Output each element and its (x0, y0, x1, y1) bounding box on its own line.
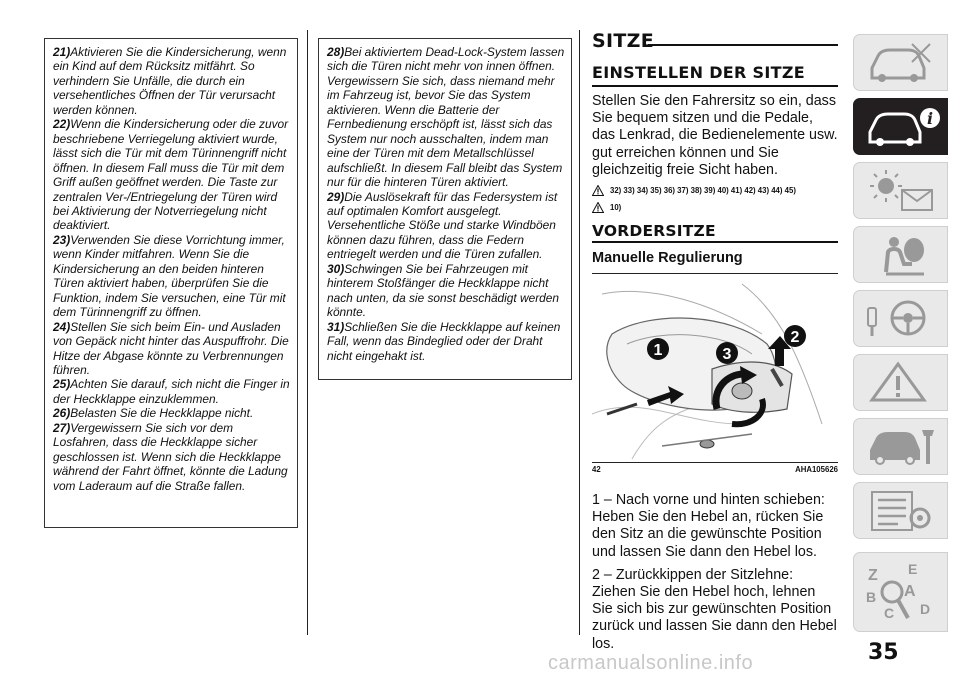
svg-text:D: D (920, 601, 931, 617)
note-number: 29) (327, 189, 345, 204)
note-text: Schwingen Sie bei Fahrzeugen mit hinterem Stoßfänger die Heckklappe nicht nach unten, da sie sonst beschädigt werden könnte. (327, 261, 560, 320)
car-info-icon (864, 104, 944, 150)
seat-adjustment-figure (592, 273, 838, 463)
svg-text:E: E (908, 561, 918, 577)
note-text: Schließen Sie die Heckklappe auf keinen Fall, wenn das Bindeglied oder der Draht nicht eingehakt ist. (327, 319, 561, 363)
note-number: 24) (53, 319, 71, 334)
figure-code: AHA105626 (795, 465, 838, 475)
svg-text:3: 3 (722, 346, 732, 364)
caution-references (592, 202, 838, 213)
note-number: 31) (327, 319, 345, 334)
warning-note (53, 320, 291, 378)
section-title: EINSTELLEN DER SITZE (592, 62, 838, 87)
note-text: Verwenden Sie diese Vorrichtung immer, wenn Kinder mitfahren. Wenn Sie die Kindersicherung an den beiden hinteren Türen aktiviert haben, überprüfen Sie die Funktion, indem Sie versuchen, eine Tür mit dem Türinnengriff zu öffnen. (53, 232, 286, 320)
note-text: Aktivieren Sie die Kindersicherung, wenn ein Kind auf dem Rücksitz mitfährt. So verhindern Sie Unfälle, die durch ein versehentliches Öffnen der Tür verursacht werden können. (53, 45, 287, 117)
caution-reference-list: 10) (610, 203, 622, 213)
note-text: Die Auslösekraft für das Federsystem ist auf optimalen Komfort ausgelegt. Versehentliche Stöße und starke Windböen können dazu führen, dass die Federn entriegelt werden und die Türen zufallen. (327, 189, 558, 262)
warning-notes-list (53, 45, 291, 493)
note-text: Stellen Sie sich beim Ein- und Ausladen von Gepäck nicht hinter das Auspuffrohr. Die Hitze der Abgase könnte zu Verbrennungen führen. (53, 319, 289, 377)
column-divider (307, 30, 308, 635)
svg-text:A: A (904, 583, 916, 600)
figure-caption (592, 465, 838, 474)
alphabet-index-icon (864, 558, 944, 628)
note-number: 21) (53, 45, 71, 59)
caution-triangle-icon (592, 202, 604, 213)
car-maintenance-icon (864, 424, 944, 470)
svg-text:2: 2 (790, 329, 800, 347)
note-number: 30) (327, 261, 345, 276)
note-text: Belasten Sie die Heckklappe nicht. (70, 406, 254, 421)
callout-1 (647, 338, 669, 360)
note-number: 28) (327, 45, 345, 59)
column-divider (579, 30, 580, 635)
svg-text:Z: Z (868, 567, 878, 584)
warning-note (327, 190, 565, 262)
svg-text:C: C (884, 605, 895, 621)
svg-text:i: i (926, 109, 934, 128)
emergency-warning-icon (864, 360, 944, 406)
page-number: 35 (868, 640, 899, 665)
warning-lights-tab[interactable] (853, 162, 948, 219)
car-dashboard-tab[interactable] (853, 34, 948, 91)
warning-references (592, 185, 838, 196)
note-text: Achten Sie darauf, sich nicht die Finger in der Heckklappe einzuklemmen. (53, 377, 290, 406)
warning-note (53, 117, 291, 233)
safety-airbag-icon (864, 232, 944, 278)
warning-reference-list: 32) 33) 34) 35) 36) 37) 38) 39) 40) 41) 42) 43) 44) 45) (610, 186, 796, 196)
car-dashboard-icon (864, 40, 944, 86)
warning-note (53, 45, 291, 117)
warning-box-notes-21-27 (44, 38, 298, 528)
maintenance-tab[interactable] (853, 418, 948, 475)
warning-notes-list (327, 45, 565, 363)
warning-note (53, 233, 291, 320)
seat-illustration (592, 274, 838, 461)
car-info-tab[interactable] (853, 98, 948, 155)
note-number: 26) (53, 406, 71, 421)
note-number: 23) (53, 232, 71, 247)
instruction-2: 2 – Zurückkippen der Sitzlehne: Ziehen Sie den Hebel hoch, lehnen Sie sich bis zur gewünschten Position zurück und lassen Sie dann den Hebel los. (592, 566, 837, 652)
svg-text:1: 1 (653, 342, 663, 360)
warning-note (327, 262, 565, 320)
note-text: Wenn die Kindersicherung oder die zuvor beschriebene Verriegelung aktiviert wurde, lässt sich die Tür mit dem Türinnengriff nicht öffnen. In diesem Fall muss die Tür mit dem Griff außen geöffnet werden. Die Taste zur zentralen Ver-/Entriegelung der Türen wird bei Aktivierung der Notverriegelung nicht deaktiviert. (53, 117, 289, 233)
instruction-1: 1 – Nach vorne und hinten schieben: Heben Sie den Hebel an, rücken Sie den Sitz an die gewünschte Position und lassen Sie dann den Hebel los. (592, 492, 825, 560)
seats-section (592, 30, 838, 653)
subsubsection-title: Manuelle Regulierung (592, 250, 743, 267)
steering-wheel-icon (864, 296, 944, 342)
note-number: 27) (53, 420, 71, 435)
figure-number: 42 (592, 465, 601, 475)
emergency-tab[interactable] (853, 354, 948, 411)
svg-text:B: B (866, 589, 877, 605)
warning-box-notes-28-31 (318, 38, 572, 380)
warning-note (327, 45, 565, 190)
warning-note (53, 406, 291, 420)
callout-3 (716, 342, 738, 364)
warning-note (53, 421, 291, 493)
technical-data-tab[interactable] (853, 482, 948, 539)
intro-paragraph: Stellen Sie den Fahrersitz so ein, dass Sie bequem sitzen und die Pedale, das Lenkrad, die Bedienelemente usw. gut erreichen können und Sie gleichzeitig freie Sicht haben. (592, 93, 838, 178)
index-tab[interactable] (853, 552, 948, 632)
driving-tab[interactable] (853, 290, 948, 347)
callout-2 (784, 325, 806, 347)
watermark: carmanualsonline.info (548, 652, 754, 674)
chapter-title: SITZE (592, 30, 654, 52)
note-text: Bei aktiviertem Dead-Lock-System lassen sich die Türen nicht mehr von innen öffnen. Vergewissern Sie sich, dass niemand mehr im Fahrzeug ist, bevor Sie das System aktivieren. Wenn die Batterie der Fernbedienung erschöpft ist, lässt sich das System nur noch ausschalten, indem man eine der Türen mit dem Metallschlüssel aufschließt. In diesem Fall bleibt das System nur für die hinteren Türen aktiviert. (327, 45, 565, 190)
note-number: 25) (53, 377, 71, 392)
safety-tab[interactable] (853, 226, 948, 283)
subsection-title: VORDERSITZE (592, 221, 838, 243)
note-text: Vergewissern Sie sich vor dem Losfahren, dass die Heckklappe sicher geschlossen ist. Wenn sich die Heckklappe während der Fahrt öffnet, könnte die Ladung vom Laderaum auf die Straße fallen. (53, 420, 288, 493)
warning-triangle-icon (592, 185, 604, 196)
warning-note (327, 320, 565, 363)
warning-note (53, 377, 291, 406)
note-number: 22) (53, 117, 71, 132)
checklist-icon (864, 488, 944, 534)
warning-lights-icon (864, 168, 944, 214)
